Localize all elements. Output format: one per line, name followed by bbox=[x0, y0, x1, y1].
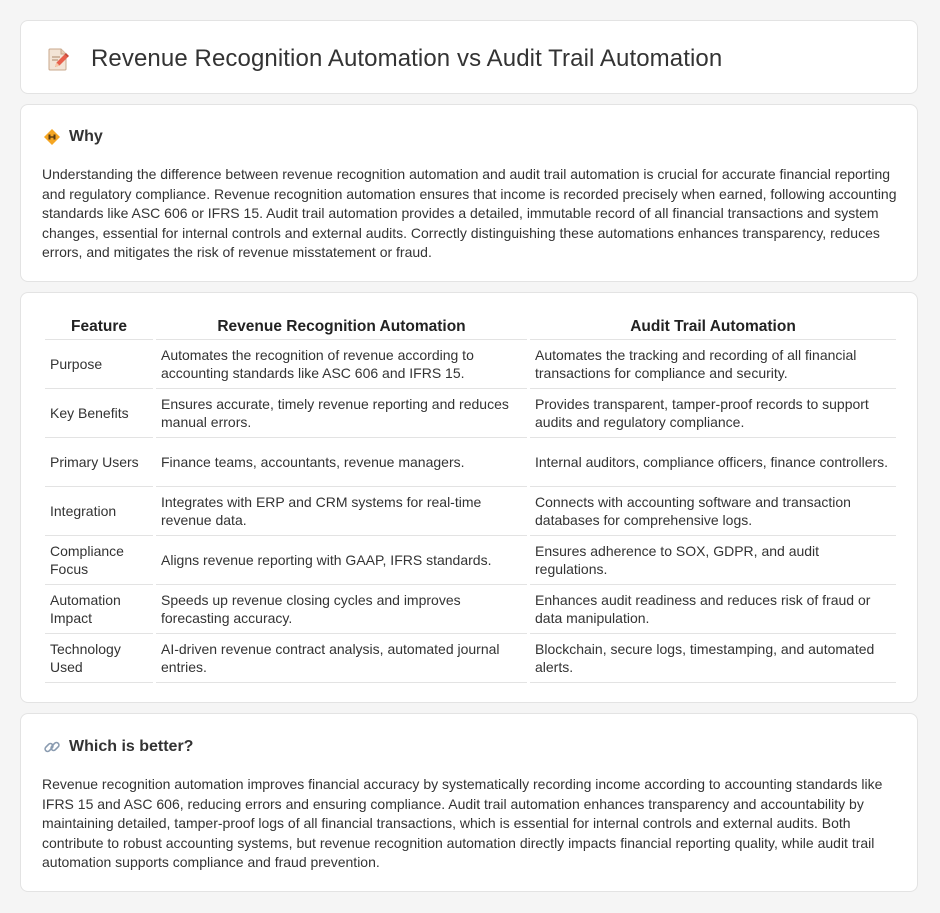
revenue-cell: Aligns revenue reporting with GAAP, IFRS standards. bbox=[156, 536, 527, 585]
title-card bbox=[20, 20, 918, 94]
revenue-cell: Ensures accurate, timely revenue reporting and reduces manual errors. bbox=[156, 389, 527, 438]
audit-cell: Blockchain, secure logs, timestamping, and automated alerts. bbox=[530, 634, 896, 683]
better-text: Revenue recognition automation improves financial accuracy by systematically recording income according to accounting standards like IFRS 15 and ASC 606, reducing errors and ensuring compliance. Audit trail automation enhances transparency and accountability by maintaining detailed, tamper-proof logs of all financial transactions, which is essential for internal controls and external audits. Both contribute to robust accounting systems, but revenue recognition automation directly impacts financial reporting quality, while audit trail automation supports compliance and fraud prevention. bbox=[42, 776, 883, 871]
table-row bbox=[45, 389, 896, 438]
title-row bbox=[45, 45, 722, 73]
why-header bbox=[43, 128, 103, 146]
comparison-table bbox=[42, 316, 899, 683]
audit-cell: Enhances audit readiness and reduces risk of fraud or data manipulation. bbox=[530, 585, 896, 634]
table-row bbox=[45, 585, 896, 634]
better-heading: Which is better? bbox=[69, 738, 194, 755]
feature-cell: Purpose bbox=[45, 340, 153, 389]
page-title: Revenue Recognition Automation vs Audit Trail Automation bbox=[91, 45, 723, 72]
header-feature: Feature bbox=[45, 316, 153, 340]
feature-cell: Automation Impact bbox=[45, 585, 153, 634]
revenue-cell: Finance teams, accountants, revenue managers. bbox=[156, 438, 527, 487]
audit-cell: Ensures adherence to SOX, GDPR, and audit regulations. bbox=[530, 536, 896, 585]
better-header bbox=[43, 738, 193, 756]
audit-cell: Provides transparent, tamper-proof records to support audits and regulatory compliance. bbox=[530, 389, 896, 438]
warning-diamond-icon bbox=[43, 128, 61, 146]
why-card bbox=[20, 104, 918, 282]
table-row bbox=[45, 536, 896, 585]
feature-cell: Technology Used bbox=[45, 634, 153, 683]
audit-cell: Connects with accounting software and transaction databases for comprehensive logs. bbox=[530, 487, 896, 536]
revenue-cell: Automates the recognition of revenue according to accounting standards like ASC 606 and IFRS 15. bbox=[156, 340, 527, 389]
feature-cell: Compliance Focus bbox=[45, 536, 153, 585]
link-icon bbox=[43, 738, 61, 756]
feature-cell: Key Benefits bbox=[45, 389, 153, 438]
table-row bbox=[45, 438, 896, 487]
revenue-cell: AI-driven revenue contract analysis, automated journal entries. bbox=[156, 634, 527, 683]
table-row bbox=[45, 487, 896, 536]
table-row bbox=[45, 634, 896, 683]
comparison-table-card bbox=[20, 292, 918, 703]
header-audit-trail: Audit Trail Automation bbox=[530, 316, 896, 340]
revenue-cell: Speeds up revenue closing cycles and improves forecasting accuracy. bbox=[156, 585, 527, 634]
document-pencil-icon bbox=[45, 46, 71, 72]
table-row bbox=[45, 340, 896, 389]
which-is-better-card bbox=[20, 713, 918, 892]
revenue-cell: Integrates with ERP and CRM systems for real-time revenue data. bbox=[156, 487, 527, 536]
audit-cell: Internal auditors, compliance officers, finance controllers. bbox=[530, 438, 896, 487]
header-revenue-recognition: Revenue Recognition Automation bbox=[156, 316, 527, 340]
feature-cell: Primary Users bbox=[45, 438, 153, 487]
why-heading: Why bbox=[69, 128, 103, 145]
why-text: Understanding the difference between revenue recognition automation and audit trail automation is crucial for accurate financial reporting and regulatory compliance. Revenue recognition automation ensures that income is recorded precisely when earned, following accounting standards like ASC 606 or IFRS 15. Audit trail automation provides a detailed, immutable record of all financial transactions and system changes, essential for internal controls and external audits. Correctly distinguishing these automations enhances transparency, reduces errors, and mitigates the risk of revenue misstatement or fraud. bbox=[42, 166, 897, 261]
audit-cell: Automates the tracking and recording of all financial transactions for compliance and security. bbox=[530, 340, 896, 389]
feature-cell: Integration bbox=[45, 487, 153, 536]
table-header-row bbox=[45, 316, 896, 340]
